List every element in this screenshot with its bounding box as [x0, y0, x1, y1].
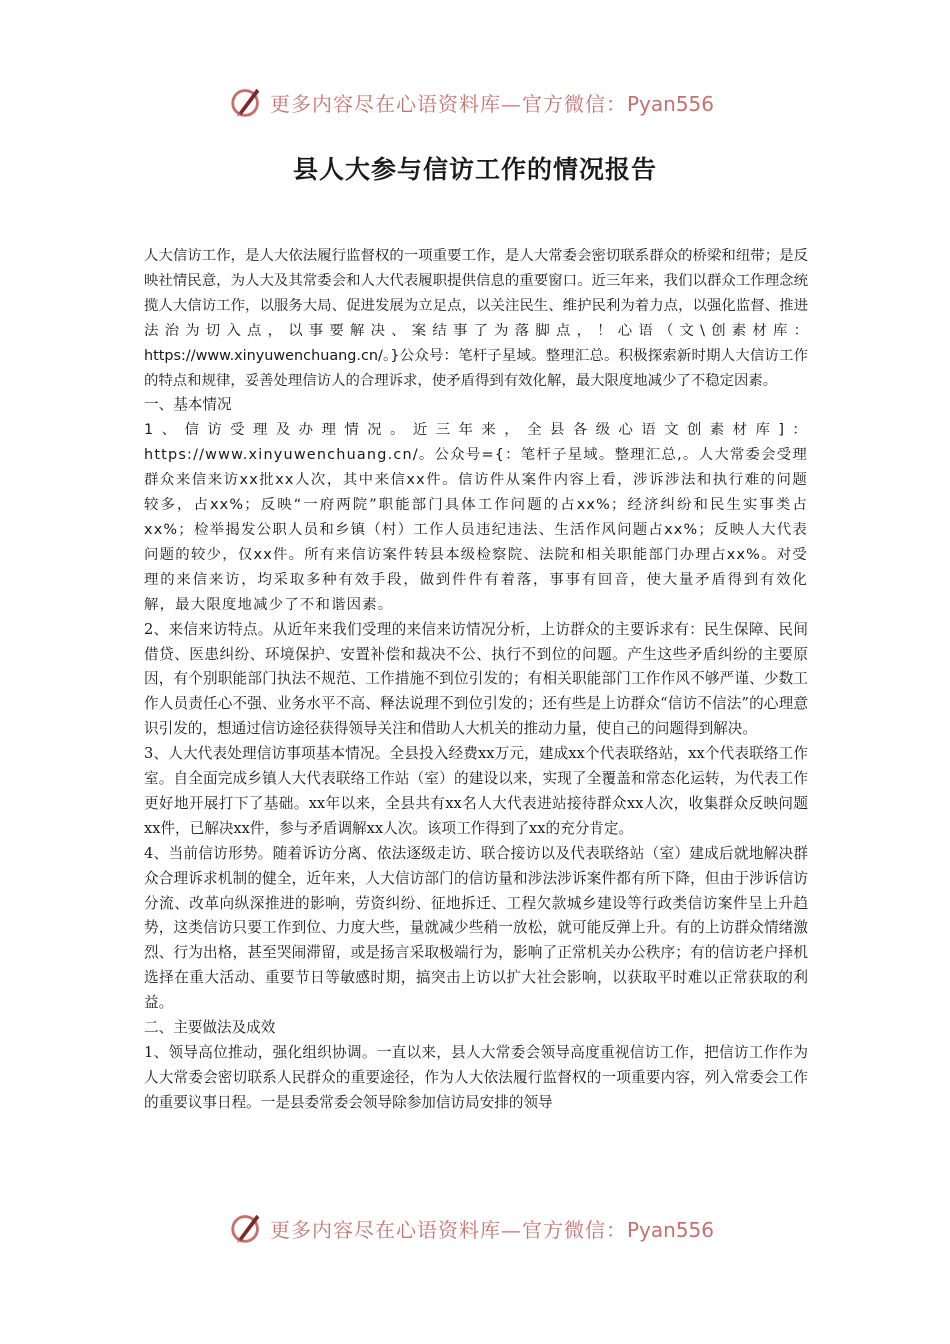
footer-watermark [228, 1208, 728, 1248]
paragraph-characteristics: 2、来信来访特点。从近年来我们受理的来信来访情况分析，上访群众的主要诉求有：民生保障、民间借贷、医患纠纷、环境保护、安置补偿和裁决不公、执行不到位的问题。产生这些矛盾纠纷的主要原因，有个别职能部门执法不规范、工作措施不到位引发的；有相关职能部门工作作风不够严谨、少数工作人员责任心不强、业务水平不高、释法说理不到位引发的；还有些是上访群众“信访不信法”的心理意识引发的，想通过信访途径获得领导关注和借助人大机关的推动力量，使自己的问题得到解决。 [144, 620, 808, 738]
watermark-text: 更多内容尽在心语资料库—官方微信： [270, 91, 627, 116]
paragraph-handling: 1、信访受理及办理情况。近三年来，全县各级心语文创素材库]：https://www.xinyuwenchuang.cn/。公众号={：笔杆子星域。整理汇总,。人大常委会受理群众来信来访xx批xx人次，其中来信xx件。信访件从案件内容上看，涉诉涉法和执行难的问题较多，占xx%；反映“一府两院”职能部门具体工作问题的占xx%；经济纠纷和民生实事类占xx%；检举揭发公职人员和乡镇（村）工作人员违纪违法、生活作风问题占xx%；反映人大代表问题的较少，仅xx件。所有来信访案件转县本级检察院、法院和相关职能部门办理占xx%。对受理的来信来访，均采取多种有效手段，做到件件有着落，事事有回音，使大量矛盾得到有效化解，最大限度地减少了不和谐因素。 [144, 422, 808, 613]
paragraph-leadership: 1、领导高位推动，强化组织协调。一直以来，县人大常委会领导高度重视信访工作，把信访工作作为人大常委会密切联系人民群众的重要途径，作为人大依法履行监督权的一项重要内容，列入常委会工作的重要议事日程。一是县委常委会领导除参加信访局安排的领导 [144, 1044, 808, 1111]
watermark-handle: Pyan556 [627, 91, 715, 116]
document-title: 县人大参与信访工作的情况报告 [292, 155, 657, 184]
header-watermark [228, 82, 728, 122]
document-body [144, 244, 808, 1116]
section-heading-measures: 二、主要做法及成效 [144, 1019, 276, 1037]
quill-pen-logo-icon [228, 1209, 266, 1247]
watermark-handle: Pyan556 [627, 1217, 715, 1242]
intro-paragraph: 人大信访工作，是人大依法履行监督权的一项重要工作，是人大常委会密切联系群众的桥梁和纽带；是反映社情民意，为人大及其常委会和人大代表履职提供信息的重要窗口。近三年来，我们以群众工作理念统揽人大信访工作，以服务大局、促进发展为立足点，以关注民生、维护民利为着力点，以强化监督、推进法治为切入点，以事要解决、案结事了为落脚点，！心语（文\创素材库：https://www.xinyuwenchuang.cn/。}公众号：笔杆子星域。整理汇总。积极探索新时期人大信访工作的特点和规律，妥善处理信访人的合理诉求，使矛盾得到有效化解，最大限度地减少了不稳定因素。 [144, 248, 808, 389]
quill-pen-logo-icon [228, 83, 266, 121]
paragraph-situation: 4、当前信访形势。随着诉访分离、依法逐级走访、联合接访以及代表联络站（室）建成后就地解决群众合理诉求机制的健全，近年来，人大信访部门的信访量和涉法涉诉案件都有所下降，但由于涉诉信访分流、改革向纵深推进的影响，劳资纠纷、征地拆迁、工程欠款城乡建设等行政类信访案件呈上升趋势，这类信访只要工作到位、力度大些，量就减少些稍一放松，就可能反弹上升。有的上访群众情绪激烈、行为出格，甚至哭闹滞留，或是扬言采取极端行为，影响了正常机关办公秩序；有的信访老户择机选择在重大活动、重要节日等敏感时期，搞突击上访以扩大社会影响，以获取平时难以正常获取的利益。 [144, 844, 808, 1012]
section-heading-basic: 一、基本情况 [144, 396, 232, 414]
paragraph-deputies: 3、人大代表处理信访事项基本情况。全县投入经费xx万元，建成xx个代表联络站，xx个代表联络工作室。自全面完成乡镇人大代表联络工作站（室）的建设以来，实现了全覆盖和常态化运转，为代表工作更好地开展打下了基础。xx年以来，全县共有xx名人大代表进站接待群众xx人次，收集群众反映问题xx件，已解决xx件，参与矛盾调解xx人次。该项工作得到了xx的充分肯定。 [144, 745, 808, 837]
watermark-text: 更多内容尽在心语资料库—官方微信： [270, 1217, 627, 1242]
